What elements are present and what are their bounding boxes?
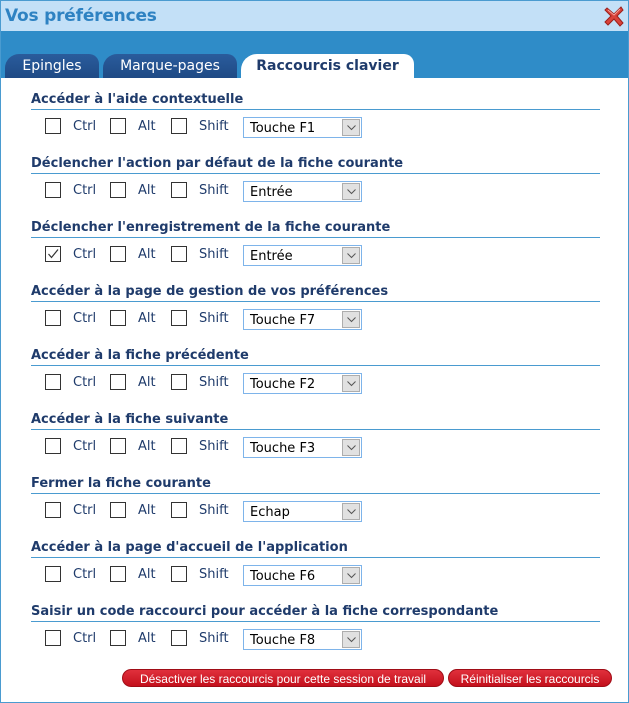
ctrl-checkbox[interactable] [45, 246, 61, 262]
ctrl-label: Ctrl [73, 631, 97, 646]
shortcut-title: Fermer la fiche courante [31, 476, 600, 494]
ctrl-checkbox[interactable] [45, 630, 61, 646]
shortcut-row [31, 430, 600, 458]
close-icon[interactable] [604, 5, 624, 27]
tab-label: Epingles [22, 58, 82, 74]
tab-bar [1, 31, 628, 78]
chevron-down-icon[interactable] [342, 311, 360, 328]
key-select[interactable] [243, 309, 362, 330]
shortcut-title: Accéder à l'aide contextuelle [31, 92, 600, 110]
chevron-down-icon[interactable] [342, 439, 360, 456]
shift-label: Shift [199, 503, 229, 518]
alt-label: Alt [138, 183, 156, 198]
shortcut-row [31, 366, 600, 394]
chevron-down-icon[interactable] [342, 503, 360, 520]
shortcut-section [31, 604, 600, 650]
shortcut-row [31, 302, 600, 330]
key-select[interactable] [243, 501, 362, 522]
key-select-value: Touche F6 [250, 569, 316, 584]
shortcut-title: Accéder à la page de gestion de vos préférences [31, 284, 600, 302]
shortcut-title: Accéder à la page d'accueil de l'application [31, 540, 600, 558]
ctrl-checkbox[interactable] [45, 182, 61, 198]
ctrl-label: Ctrl [73, 503, 97, 518]
shift-label: Shift [199, 375, 229, 390]
alt-label: Alt [138, 311, 156, 326]
ctrl-label: Ctrl [73, 183, 97, 198]
key-select[interactable] [243, 373, 362, 394]
shortcut-row [31, 174, 600, 202]
shortcut-section [31, 284, 600, 330]
ctrl-label: Ctrl [73, 567, 97, 582]
shift-checkbox[interactable] [171, 630, 187, 646]
alt-checkbox[interactable] [110, 310, 126, 326]
ctrl-checkbox[interactable] [45, 374, 61, 390]
reset-shortcuts-button[interactable]: Réinitialiser les raccourcis [448, 669, 612, 687]
alt-label: Alt [138, 439, 156, 454]
alt-label: Alt [138, 247, 156, 262]
tab-marque-pages[interactable] [103, 54, 237, 78]
shift-label: Shift [199, 119, 229, 134]
shift-checkbox[interactable] [171, 246, 187, 262]
key-select[interactable] [243, 437, 362, 458]
ctrl-label: Ctrl [73, 119, 97, 134]
shortcut-section [31, 412, 600, 458]
chevron-down-icon[interactable] [342, 631, 360, 648]
chevron-down-icon[interactable] [342, 183, 360, 200]
alt-checkbox[interactable] [110, 118, 126, 134]
shortcut-title: Déclencher l'enregistrement de la fiche courante [31, 220, 600, 238]
alt-checkbox[interactable] [110, 502, 126, 518]
alt-checkbox[interactable] [110, 246, 126, 262]
key-select-value: Touche F8 [250, 633, 316, 648]
shortcut-title: Saisir un code raccourci pour accéder à la fiche correspondante [31, 604, 600, 622]
key-select[interactable] [243, 629, 362, 650]
key-select-value: Entrée [250, 249, 293, 264]
alt-checkbox[interactable] [110, 630, 126, 646]
tab-epingles[interactable] [5, 54, 99, 78]
ctrl-checkbox[interactable] [45, 118, 61, 134]
ctrl-checkbox[interactable] [45, 502, 61, 518]
ctrl-checkbox[interactable] [45, 438, 61, 454]
shortcut-title: Déclencher l'action par défaut de la fiche courante [31, 156, 600, 174]
shortcut-title: Accéder à la fiche précédente [31, 348, 600, 366]
shortcut-row [31, 110, 600, 138]
shift-label: Shift [199, 439, 229, 454]
alt-checkbox[interactable] [110, 438, 126, 454]
key-select-value: Touche F7 [250, 313, 316, 328]
ctrl-label: Ctrl [73, 439, 97, 454]
shift-label: Shift [199, 183, 229, 198]
alt-label: Alt [138, 503, 156, 518]
shortcut-section [31, 476, 600, 522]
title-bar [1, 1, 628, 31]
disable-shortcuts-button[interactable]: Désactiver les raccourcis pour cette session de travail [122, 669, 444, 687]
shift-label: Shift [199, 631, 229, 646]
chevron-down-icon[interactable] [342, 247, 360, 264]
shift-checkbox[interactable] [171, 374, 187, 390]
shortcut-row [31, 558, 600, 586]
alt-checkbox[interactable] [110, 182, 126, 198]
shift-checkbox[interactable] [171, 502, 187, 518]
shift-checkbox[interactable] [171, 182, 187, 198]
shortcut-section [31, 540, 600, 586]
alt-label: Alt [138, 375, 156, 390]
alt-label: Alt [138, 567, 156, 582]
shortcut-title: Accéder à la fiche suivante [31, 412, 600, 430]
shortcut-row [31, 494, 600, 522]
dialog-title: Vos préférences [5, 6, 157, 26]
alt-checkbox[interactable] [110, 374, 126, 390]
ctrl-label: Ctrl [73, 311, 97, 326]
tab-raccourcis-clavier[interactable] [241, 54, 414, 78]
shortcut-row [31, 622, 600, 650]
chevron-down-icon[interactable] [342, 119, 360, 136]
ctrl-label: Ctrl [73, 247, 97, 262]
key-select-value: Echap [250, 505, 290, 520]
shift-checkbox[interactable] [171, 566, 187, 582]
tab-label: Marque-pages [120, 58, 220, 74]
ctrl-checkbox[interactable] [45, 566, 61, 582]
shortcut-section [31, 92, 600, 138]
shortcut-section [31, 156, 600, 202]
ctrl-label: Ctrl [73, 375, 97, 390]
key-select[interactable] [243, 245, 362, 266]
shortcut-section [31, 220, 600, 266]
shortcut-section [31, 348, 600, 394]
chevron-down-icon[interactable] [342, 567, 360, 584]
chevron-down-icon[interactable] [342, 375, 360, 392]
shift-label: Shift [199, 247, 229, 262]
key-select-value: Touche F1 [250, 121, 316, 136]
ctrl-checkbox[interactable] [45, 310, 61, 326]
alt-label: Alt [138, 119, 156, 134]
shift-checkbox[interactable] [171, 310, 187, 326]
alt-checkbox[interactable] [110, 566, 126, 582]
shift-checkbox[interactable] [171, 118, 187, 134]
shift-checkbox[interactable] [171, 438, 187, 454]
shortcut-row [31, 238, 600, 266]
alt-label: Alt [138, 631, 156, 646]
key-select-value: Touche F3 [250, 441, 316, 456]
key-select[interactable] [243, 181, 362, 202]
shift-label: Shift [199, 567, 229, 582]
key-select-value: Entrée [250, 185, 293, 200]
shift-label: Shift [199, 311, 229, 326]
key-select-value: Touche F2 [250, 377, 316, 392]
tab-label: Raccourcis clavier [256, 58, 399, 74]
key-select[interactable] [243, 565, 362, 586]
key-select[interactable] [243, 117, 362, 138]
